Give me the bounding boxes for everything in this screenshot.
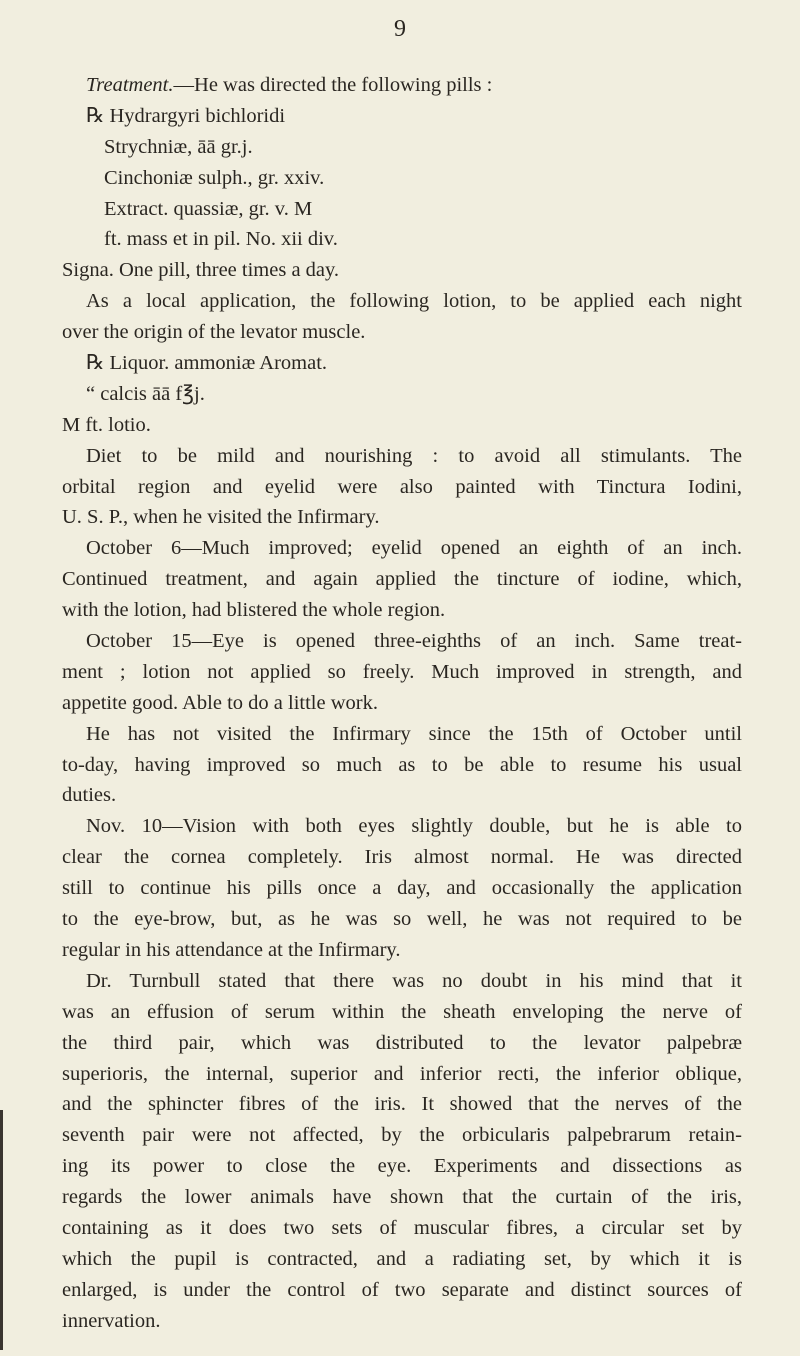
text-line: which the pupil is contracted, and a radiating set, by which it is: [62, 1247, 742, 1270]
text-line: Cinchoniæ sulph., gr. xxiv.: [104, 166, 325, 189]
text-line: seventh pair were not affected, by the orbicularis palpebrarum retain-: [62, 1124, 742, 1147]
text-line: ment ; lotion not applied so freely. Much improved in strength, and: [62, 660, 742, 683]
text-line: As a local application, the following lotion, to be applied each night: [86, 290, 742, 313]
page-number: 9: [394, 16, 406, 42]
text-line: superioris, the internal, superior and inferior recti, the inferior oblique,: [62, 1062, 742, 1085]
text-line: October 6—Much improved; eyelid opened an eighth of an inch.: [86, 537, 742, 560]
text-line: Signa. One pill, three times a day.: [62, 259, 340, 282]
text-line: appetite good. Able to do a little work.: [62, 691, 378, 714]
text-line: “ calcis āā f℥j.: [86, 382, 205, 405]
text-line: regards the lower animals have shown that the curtain of the iris,: [62, 1186, 742, 1209]
text-line: ℞ Liquor. ammoniæ Aromat.: [86, 352, 328, 375]
text-line: and the sphincter fibres of the iris. It showed that the nerves of the: [62, 1093, 742, 1116]
text-line: was an effusion of serum within the sheath enveloping the nerve of: [62, 1000, 742, 1023]
text-line: M ft. lotio.: [62, 413, 151, 436]
text-line: over the origin of the levator muscle.: [62, 321, 366, 344]
binding-edge-mark: [0, 1110, 3, 1350]
text-line: Nov. 10—Vision with both eyes slightly double, but he is able to: [86, 815, 742, 838]
text-line: orbital region and eyelid were also painted with Tinctura Iodini,: [62, 475, 742, 498]
text-line: Continued treatment, and again applied the tincture of iodine, which,: [62, 568, 742, 591]
text-line: with the lotion, had blistered the whole region.: [62, 599, 446, 622]
text-line: October 15—Eye is opened three-eighths of an inch. Same treat-: [86, 630, 742, 653]
text-line: the third pair, which was distributed to the levator palpebræ: [62, 1031, 742, 1054]
section-heading: Treatment.: [86, 74, 174, 96]
text-line: enlarged, is under the control of two separate and distinct sources of: [62, 1278, 742, 1301]
text-line: to-day, having improved so much as to be able to resume his usual: [62, 753, 742, 776]
text-line: ft. mass et in pil. No. xii div.: [104, 228, 338, 251]
text-line: Treatment.—He was directed the following pills :: [86, 74, 493, 96]
text-line: clear the cornea completely. Iris almost normal. He was directed: [62, 846, 742, 869]
text-line: Dr. Turnbull stated that there was no doubt in his mind that it: [86, 969, 742, 992]
text-line: duties.: [62, 784, 117, 807]
text-line: ℞ Hydrargyri bichloridi: [86, 104, 286, 127]
text-line: He has not visited the Infirmary since the 15th of October until: [86, 722, 742, 745]
text-line: containing as it does two sets of muscular fibres, a circular set by: [62, 1216, 742, 1239]
text-line: Extract. quassiæ, gr. v. M: [104, 197, 313, 220]
text-line: to the eye-brow, but, as he was so well, he was not required to be: [62, 908, 742, 931]
text-line: still to continue his pills once a day, and occasionally the application: [62, 877, 742, 900]
text-line: ing its power to close the eye. Experiments and dissections as: [62, 1155, 742, 1178]
text-line: innervation.: [62, 1309, 161, 1332]
text-line: U. S. P., when he visited the Infirmary.: [62, 506, 380, 529]
text-line: Diet to be mild and nourishing : to avoid all stimulants. The: [86, 444, 742, 467]
text-line: Strychniæ, āā gr.j.: [104, 135, 253, 158]
text-line: regular in his attendance at the Infirmary.: [62, 938, 401, 961]
body-text: [62, 70, 742, 1337]
